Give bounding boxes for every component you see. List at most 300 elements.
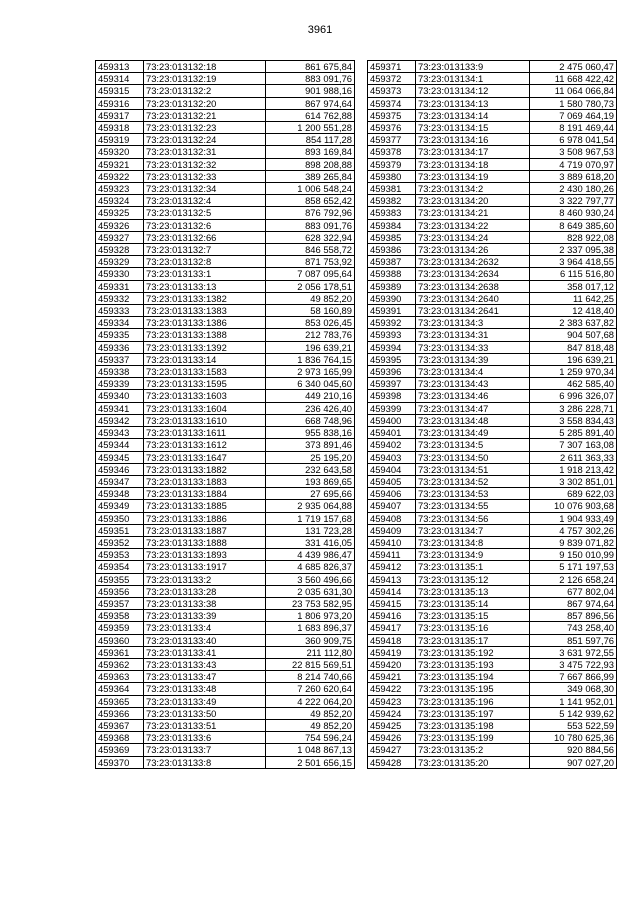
- cadastral-number-cell: 73:23:013134:47: [416, 402, 530, 414]
- record-number-cell: 459363: [96, 671, 144, 683]
- table-row: [368, 317, 617, 329]
- table-row: [368, 427, 617, 439]
- cadastral-value-cell: 5 285 891,40: [530, 427, 617, 439]
- cadastral-value-cell: 1 904 933,49: [530, 512, 617, 524]
- table-row: [96, 549, 355, 561]
- record-number-cell: 459421: [368, 671, 416, 683]
- table-row: [368, 146, 617, 158]
- record-number-cell: 459390: [368, 292, 416, 304]
- cadastral-value-cell: 2 475 060,47: [530, 61, 617, 73]
- record-number-cell: 459324: [96, 195, 144, 207]
- cadastral-number-cell: 73:23:013134:3: [416, 317, 530, 329]
- table-row: [368, 109, 617, 121]
- cadastral-number-cell: 73:23:013132:23: [144, 122, 266, 134]
- table-row: [96, 317, 355, 329]
- record-number-cell: 459419: [368, 646, 416, 658]
- cadastral-number-cell: 73:23:013134:53: [416, 488, 530, 500]
- cadastral-value-cell: 754 596,24: [266, 732, 355, 744]
- cadastral-number-cell: 73:23:013133:1: [144, 268, 266, 280]
- record-number-cell: 459362: [96, 658, 144, 670]
- cadastral-number-cell: 73:23:013133:1883: [144, 475, 266, 487]
- cadastral-number-cell: 73:23:013133:1603: [144, 390, 266, 402]
- cadastral-value-cell: 373 891,46: [266, 439, 355, 451]
- record-number-cell: 459357: [96, 597, 144, 609]
- cadastral-value-cell: 12 418,40: [530, 305, 617, 317]
- record-number-cell: 459339: [96, 378, 144, 390]
- cadastral-value-cell: 58 160,89: [266, 305, 355, 317]
- table-row: [96, 97, 355, 109]
- cadastral-number-cell: 73:23:013132:18: [144, 61, 266, 73]
- cadastral-value-cell: 689 622,03: [530, 488, 617, 500]
- cadastral-value-cell: 4 222 064,20: [266, 695, 355, 707]
- cadastral-value-cell: 1 836 764,15: [266, 353, 355, 365]
- cadastral-value-cell: 2 935 064,88: [266, 500, 355, 512]
- cadastral-value-cell: 614 762,88: [266, 109, 355, 121]
- cadastral-value-cell: 2 337 095,38: [530, 244, 617, 256]
- record-number-cell: 459317: [96, 109, 144, 121]
- cadastral-value-cell: 883 091,76: [266, 219, 355, 231]
- record-number-cell: 459405: [368, 475, 416, 487]
- record-number-cell: 459338: [96, 366, 144, 378]
- cadastral-number-cell: 73:23:013133:50: [144, 707, 266, 719]
- table-row: [96, 646, 355, 658]
- cadastral-value-cell: 360 909,75: [266, 634, 355, 646]
- cadastral-number-cell: 73:23:013133:41: [144, 646, 266, 658]
- table-row: [368, 414, 617, 426]
- table-row: [368, 183, 617, 195]
- record-number-cell: 459428: [368, 756, 416, 768]
- table-row: [96, 597, 355, 609]
- cadastral-value-cell: 851 597,76: [530, 634, 617, 646]
- cadastral-number-cell: 73:23:013132:31: [144, 146, 266, 158]
- record-number-cell: 459372: [368, 73, 416, 85]
- table-row: [96, 512, 355, 524]
- record-number-cell: 459345: [96, 451, 144, 463]
- cadastral-number-cell: 73:23:013135:196: [416, 695, 530, 707]
- table-row: [368, 353, 617, 365]
- left-register-table: [95, 60, 355, 769]
- table-row: [368, 134, 617, 146]
- cadastral-number-cell: 73:23:013133:1884: [144, 488, 266, 500]
- record-number-cell: 459325: [96, 207, 144, 219]
- cadastral-value-cell: 1 806 973,20: [266, 610, 355, 622]
- record-number-cell: 459394: [368, 341, 416, 353]
- table-row: [368, 707, 617, 719]
- record-number-cell: 459354: [96, 561, 144, 573]
- cadastral-value-cell: 331 416,05: [266, 536, 355, 548]
- cadastral-value-cell: 1 918 213,42: [530, 463, 617, 475]
- record-number-cell: 459329: [96, 256, 144, 268]
- table-row: [368, 97, 617, 109]
- table-row: [96, 402, 355, 414]
- cadastral-value-cell: 232 643,58: [266, 463, 355, 475]
- cadastral-number-cell: 73:23:013134:46: [416, 390, 530, 402]
- record-number-cell: 459396: [368, 366, 416, 378]
- table-row: [96, 463, 355, 475]
- cadastral-number-cell: 73:23:013134:39: [416, 353, 530, 365]
- cadastral-value-cell: 9 150 010,99: [530, 549, 617, 561]
- record-number-cell: 459318: [96, 122, 144, 134]
- record-number-cell: 459369: [96, 744, 144, 756]
- record-number-cell: 459382: [368, 195, 416, 207]
- table-row: [96, 280, 355, 292]
- table-row: [368, 475, 617, 487]
- table-row: [96, 451, 355, 463]
- cadastral-number-cell: 73:23:013134:43: [416, 378, 530, 390]
- cadastral-number-cell: 73:23:013135:20: [416, 756, 530, 768]
- table-row: [368, 231, 617, 243]
- cadastral-number-cell: 73:23:013132:7: [144, 244, 266, 256]
- cadastral-number-cell: 73:23:013133:40: [144, 634, 266, 646]
- table-row: [368, 573, 617, 585]
- record-number-cell: 459337: [96, 353, 144, 365]
- table-row: [368, 732, 617, 744]
- cadastral-number-cell: 73:23:013133:7: [144, 744, 266, 756]
- table-row: [368, 671, 617, 683]
- cadastral-value-cell: 6 340 045,60: [266, 378, 355, 390]
- cadastral-number-cell: 73:23:013134:2: [416, 183, 530, 195]
- record-number-cell: 459343: [96, 427, 144, 439]
- cadastral-number-cell: 73:23:013134:9: [416, 549, 530, 561]
- cadastral-value-cell: 2 383 637,82: [530, 317, 617, 329]
- cadastral-number-cell: 73:23:013133:49: [144, 695, 266, 707]
- table-row: [96, 195, 355, 207]
- record-number-cell: 459313: [96, 61, 144, 73]
- record-number-cell: 459340: [96, 390, 144, 402]
- table-row: [96, 524, 355, 536]
- cadastral-number-cell: 73:23:013134:5: [416, 439, 530, 451]
- record-number-cell: 459418: [368, 634, 416, 646]
- table-row: [96, 268, 355, 280]
- table-row: [368, 658, 617, 670]
- cadastral-number-cell: 73:23:013134:31: [416, 329, 530, 341]
- table-row: [368, 451, 617, 463]
- record-number-cell: 459395: [368, 353, 416, 365]
- record-number-cell: 459414: [368, 585, 416, 597]
- record-number-cell: 459399: [368, 402, 416, 414]
- cadastral-number-cell: 73:23:013135:192: [416, 646, 530, 658]
- table-row: [96, 305, 355, 317]
- table-row: [96, 183, 355, 195]
- record-number-cell: 459315: [96, 85, 144, 97]
- cadastral-number-cell: 73:23:013134:19: [416, 170, 530, 182]
- cadastral-number-cell: 73:23:013134:14: [416, 109, 530, 121]
- cadastral-number-cell: 73:23:013134:20: [416, 195, 530, 207]
- cadastral-value-cell: 743 258,40: [530, 622, 617, 634]
- cadastral-value-cell: 8 191 469,44: [530, 122, 617, 134]
- cadastral-number-cell: 73:23:013134:33: [416, 341, 530, 353]
- record-number-cell: 459333: [96, 305, 144, 317]
- cadastral-number-cell: 73:23:013132:2: [144, 85, 266, 97]
- record-number-cell: 459330: [96, 268, 144, 280]
- cadastral-number-cell: 73:23:013132:21: [144, 109, 266, 121]
- record-number-cell: 459427: [368, 744, 416, 756]
- cadastral-value-cell: 3 964 418,55: [530, 256, 617, 268]
- table-row: [96, 122, 355, 134]
- table-row: [96, 634, 355, 646]
- cadastral-number-cell: 73:23:013134:2634: [416, 268, 530, 280]
- record-number-cell: 459409: [368, 524, 416, 536]
- cadastral-value-cell: 904 507,68: [530, 329, 617, 341]
- record-number-cell: 459397: [368, 378, 416, 390]
- cadastral-value-cell: 846 558,72: [266, 244, 355, 256]
- cadastral-value-cell: 1 200 551,28: [266, 122, 355, 134]
- record-number-cell: 459415: [368, 597, 416, 609]
- cadastral-number-cell: 73:23:013132:24: [144, 134, 266, 146]
- cadastral-value-cell: 3 286 228,71: [530, 402, 617, 414]
- cadastral-number-cell: 73:23:013133:1611: [144, 427, 266, 439]
- cadastral-value-cell: 9 839 071,82: [530, 536, 617, 548]
- cadastral-number-cell: 73:23:013134:26: [416, 244, 530, 256]
- record-number-cell: 459423: [368, 695, 416, 707]
- record-number-cell: 459393: [368, 329, 416, 341]
- cadastral-value-cell: 4 757 302,26: [530, 524, 617, 536]
- cadastral-value-cell: 883 091,76: [266, 73, 355, 85]
- record-number-cell: 459353: [96, 549, 144, 561]
- cadastral-value-cell: 389 265,84: [266, 170, 355, 182]
- record-number-cell: 459398: [368, 390, 416, 402]
- cadastral-value-cell: 867 974,64: [530, 597, 617, 609]
- table-row: [96, 683, 355, 695]
- cadastral-value-cell: 553 522,59: [530, 719, 617, 731]
- cadastral-number-cell: 73:23:013134:21: [416, 207, 530, 219]
- cadastral-value-cell: 49 852,20: [266, 292, 355, 304]
- cadastral-value-cell: 857 896,56: [530, 610, 617, 622]
- record-number-cell: 459387: [368, 256, 416, 268]
- cadastral-value-cell: 49 852,20: [266, 707, 355, 719]
- table-row: [368, 512, 617, 524]
- cadastral-number-cell: 73:23:013134:7: [416, 524, 530, 536]
- record-number-cell: 459373: [368, 85, 416, 97]
- record-number-cell: 459392: [368, 317, 416, 329]
- cadastral-number-cell: 73:23:013133:51: [144, 719, 266, 731]
- record-number-cell: 459341: [96, 402, 144, 414]
- cadastral-value-cell: 27 695,66: [266, 488, 355, 500]
- record-number-cell: 459323: [96, 183, 144, 195]
- cadastral-value-cell: 871 753,92: [266, 256, 355, 268]
- cadastral-number-cell: 73:23:013133:9: [416, 61, 530, 73]
- cadastral-value-cell: 901 988,16: [266, 85, 355, 97]
- cadastral-number-cell: 73:23:013133:1383: [144, 305, 266, 317]
- cadastral-number-cell: 73:23:013133:38: [144, 597, 266, 609]
- cadastral-value-cell: 349 068,30: [530, 683, 617, 695]
- table-row: [96, 73, 355, 85]
- cadastral-number-cell: 73:23:013133:1647: [144, 451, 266, 463]
- record-number-cell: 459411: [368, 549, 416, 561]
- record-number-cell: 459344: [96, 439, 144, 451]
- table-row: [368, 341, 617, 353]
- table-row: [96, 744, 355, 756]
- cadastral-number-cell: 73:23:013133:14: [144, 353, 266, 365]
- table-row: [96, 390, 355, 402]
- table-row: [368, 122, 617, 134]
- record-number-cell: 459322: [96, 170, 144, 182]
- cadastral-number-cell: 73:23:013132:66: [144, 231, 266, 243]
- record-number-cell: 459327: [96, 231, 144, 243]
- table-row: [368, 61, 617, 73]
- cadastral-number-cell: 73:23:013133:28: [144, 585, 266, 597]
- cadastral-number-cell: 73:23:013135:16: [416, 622, 530, 634]
- cadastral-value-cell: 5 171 197,53: [530, 561, 617, 573]
- cadastral-number-cell: 73:23:013133:1885: [144, 500, 266, 512]
- cadastral-value-cell: 10 780 625,36: [530, 732, 617, 744]
- cadastral-value-cell: 196 639,21: [266, 341, 355, 353]
- record-number-cell: 459336: [96, 341, 144, 353]
- cadastral-number-cell: 73:23:013135:1: [416, 561, 530, 573]
- table-row: [368, 158, 617, 170]
- table-row: [368, 585, 617, 597]
- cadastral-number-cell: 73:23:013134:55: [416, 500, 530, 512]
- record-number-cell: 459352: [96, 536, 144, 548]
- record-number-cell: 459389: [368, 280, 416, 292]
- cadastral-value-cell: 898 208,88: [266, 158, 355, 170]
- table-row: [96, 488, 355, 500]
- cadastral-number-cell: 73:23:013132:20: [144, 97, 266, 109]
- cadastral-value-cell: 7 087 095,64: [266, 268, 355, 280]
- record-number-cell: 459378: [368, 146, 416, 158]
- cadastral-number-cell: 73:23:013133:1583: [144, 366, 266, 378]
- table-row: [368, 329, 617, 341]
- record-number-cell: 459314: [96, 73, 144, 85]
- record-number-cell: 459355: [96, 573, 144, 585]
- record-number-cell: 459388: [368, 268, 416, 280]
- cadastral-number-cell: 73:23:013134:24: [416, 231, 530, 243]
- cadastral-number-cell: 73:23:013134:2638: [416, 280, 530, 292]
- cadastral-value-cell: 7 667 866,99: [530, 671, 617, 683]
- record-number-cell: 459370: [96, 756, 144, 768]
- record-number-cell: 459326: [96, 219, 144, 231]
- cadastral-number-cell: 73:23:013135:195: [416, 683, 530, 695]
- table-row: [96, 219, 355, 231]
- record-number-cell: 459349: [96, 500, 144, 512]
- cadastral-value-cell: 628 322,94: [266, 231, 355, 243]
- cadastral-number-cell: 73:23:013134:1: [416, 73, 530, 85]
- table-row: [368, 390, 617, 402]
- table-row: [368, 378, 617, 390]
- cadastral-value-cell: 25 195,20: [266, 451, 355, 463]
- table-row: [96, 658, 355, 670]
- cadastral-value-cell: 23 753 582,95: [266, 597, 355, 609]
- cadastral-value-cell: 3 889 618,20: [530, 170, 617, 182]
- record-number-cell: 459412: [368, 561, 416, 573]
- cadastral-number-cell: 73:23:013133:1604: [144, 402, 266, 414]
- table-row: [96, 170, 355, 182]
- cadastral-number-cell: 73:23:013134:12: [416, 85, 530, 97]
- table-row: [368, 207, 617, 219]
- cadastral-value-cell: 11 642,25: [530, 292, 617, 304]
- record-number-cell: 459426: [368, 732, 416, 744]
- record-number-cell: 459380: [368, 170, 416, 182]
- record-number-cell: 459376: [368, 122, 416, 134]
- table-row: [96, 414, 355, 426]
- table-row: [368, 524, 617, 536]
- table-row: [368, 622, 617, 634]
- cadastral-number-cell: 73:23:013132:5: [144, 207, 266, 219]
- cadastral-value-cell: 462 585,40: [530, 378, 617, 390]
- cadastral-value-cell: 358 017,12: [530, 280, 617, 292]
- cadastral-number-cell: 73:23:013133:48: [144, 683, 266, 695]
- table-row: [96, 85, 355, 97]
- table-row: [96, 732, 355, 744]
- record-number-cell: 459346: [96, 463, 144, 475]
- table-row: [96, 366, 355, 378]
- table-row: [96, 585, 355, 597]
- cadastral-value-cell: 10 076 903,68: [530, 500, 617, 512]
- cadastral-number-cell: 73:23:013135:198: [416, 719, 530, 731]
- table-row: [368, 73, 617, 85]
- table-row: [368, 744, 617, 756]
- cadastral-value-cell: 920 884,56: [530, 744, 617, 756]
- record-number-cell: 459377: [368, 134, 416, 146]
- cadastral-value-cell: 2 501 656,15: [266, 756, 355, 768]
- record-number-cell: 459331: [96, 280, 144, 292]
- table-row: [368, 488, 617, 500]
- record-number-cell: 459350: [96, 512, 144, 524]
- cadastral-value-cell: 8 214 740,66: [266, 671, 355, 683]
- record-number-cell: 459364: [96, 683, 144, 695]
- cadastral-value-cell: 854 117,28: [266, 134, 355, 146]
- cadastral-number-cell: 73:23:013133:1888: [144, 536, 266, 548]
- cadastral-value-cell: 8 649 385,60: [530, 219, 617, 231]
- record-number-cell: 459342: [96, 414, 144, 426]
- cadastral-number-cell: 73:23:013134:49: [416, 427, 530, 439]
- cadastral-number-cell: 73:23:013134:48: [416, 414, 530, 426]
- record-number-cell: 459417: [368, 622, 416, 634]
- table-row: [368, 683, 617, 695]
- cadastral-value-cell: 4 685 826,37: [266, 561, 355, 573]
- cadastral-value-cell: 677 802,04: [530, 585, 617, 597]
- cadastral-number-cell: 73:23:013133:6: [144, 732, 266, 744]
- cadastral-value-cell: 3 560 496,66: [266, 573, 355, 585]
- table-row: [368, 366, 617, 378]
- table-row: [96, 353, 355, 365]
- record-number-cell: 459361: [96, 646, 144, 658]
- cadastral-value-cell: 955 838,16: [266, 427, 355, 439]
- cadastral-number-cell: 73:23:013133:1392: [144, 341, 266, 353]
- table-row: [96, 378, 355, 390]
- cadastral-value-cell: 847 818,48: [530, 341, 617, 353]
- record-number-cell: 459332: [96, 292, 144, 304]
- cadastral-number-cell: 73:23:013133:1382: [144, 292, 266, 304]
- table-row: [96, 475, 355, 487]
- table-row: [368, 305, 617, 317]
- cadastral-number-cell: 73:23:013132:4: [144, 195, 266, 207]
- table-row: [368, 695, 617, 707]
- cadastral-number-cell: 73:23:013135:12: [416, 573, 530, 585]
- cadastral-number-cell: 73:23:013133:43: [144, 658, 266, 670]
- cadastral-number-cell: 73:23:013134:15: [416, 122, 530, 134]
- cadastral-number-cell: 73:23:013133:1386: [144, 317, 266, 329]
- cadastral-value-cell: 858 652,42: [266, 195, 355, 207]
- cadastral-value-cell: 907 027,20: [530, 756, 617, 768]
- cadastral-number-cell: 73:23:013132:34: [144, 183, 266, 195]
- table-row: [368, 756, 617, 768]
- table-row: [368, 170, 617, 182]
- cadastral-value-cell: 6 978 041,54: [530, 134, 617, 146]
- cadastral-number-cell: 73:23:013133:1388: [144, 329, 266, 341]
- table-row: [96, 756, 355, 768]
- cadastral-value-cell: 861 675,84: [266, 61, 355, 73]
- cadastral-value-cell: 853 026,45: [266, 317, 355, 329]
- cadastral-value-cell: 1 048 867,13: [266, 744, 355, 756]
- cadastral-number-cell: 73:23:013133:1893: [144, 549, 266, 561]
- cadastral-number-cell: 73:23:013133:2: [144, 573, 266, 585]
- cadastral-number-cell: 73:23:013135:14: [416, 597, 530, 609]
- record-number-cell: 459316: [96, 97, 144, 109]
- cadastral-value-cell: 1 141 952,01: [530, 695, 617, 707]
- cadastral-value-cell: 3 475 722,93: [530, 658, 617, 670]
- cadastral-value-cell: 4 719 070,97: [530, 158, 617, 170]
